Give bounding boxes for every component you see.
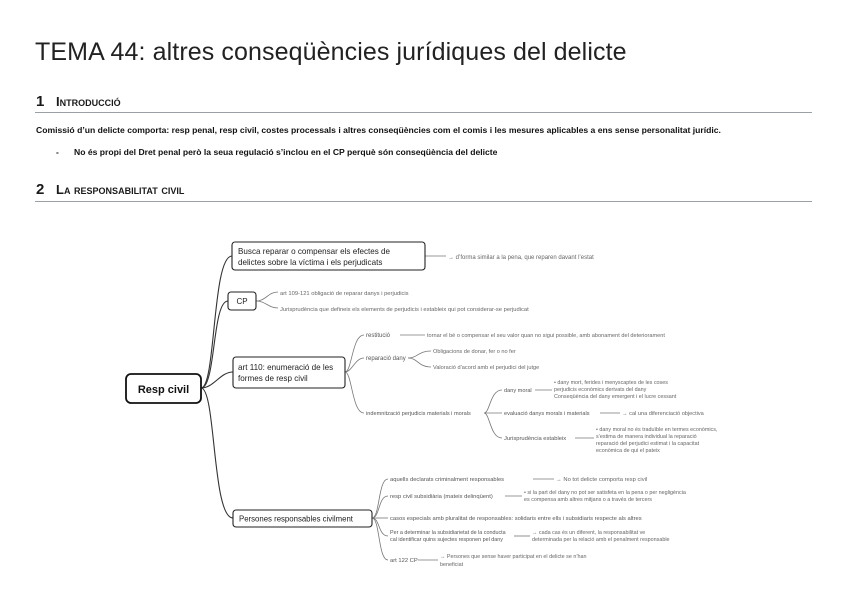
node-dany-moral: dany moral: [504, 388, 532, 394]
node-restitucio-note: tornar el bé o compensar el seu valor quan no sigui possible, amb abonament del deteriorament: [427, 333, 665, 339]
node-p5-note-1: → Persones que sense haver participat en el delicte se n’han: [440, 554, 587, 560]
node-root-label: Resp civil: [137, 384, 190, 396]
node-p4-line-2: cal identificar quins sujectes responen pel dany: [390, 537, 503, 543]
node-jurisprudencia-note-3: reparació del perjudici estimat i la capacitat: [596, 441, 700, 447]
node-art110: [233, 357, 345, 388]
node-n1-line-2: delictes sobre la víctima i els perjudicats: [238, 258, 383, 267]
node-indemnitzacio: indemnització perjudicis materials i morals: [366, 411, 471, 417]
node-p1-note: → No tot delicte comporta resp civil: [556, 477, 648, 483]
node-art110-line-1: art 110: enumeració de les: [238, 363, 334, 372]
section-2-number: 2: [36, 181, 45, 198]
node-dany-moral-note-3: Conseqüència del dany emergent i el lucre cessant: [554, 394, 677, 400]
node-p2-note-1: • si la part del dany no pot ser satisfeta en la pena o per negligència: [524, 490, 686, 496]
node-jurisprudencia-note-1: • dany moral no és traduïble en termes econòmics,: [596, 427, 718, 433]
node-cp-label: CP: [236, 297, 248, 306]
bullet-dash: -: [56, 147, 59, 157]
node-restitucio: restitució: [366, 333, 391, 339]
node-n1-line-1: Busca reparar o compensar els efectes de: [238, 247, 391, 256]
node-art110-line-2: formes de resp civil: [238, 374, 308, 383]
section-1-number: 1: [36, 93, 45, 110]
node-evaluacio-note: → cal una diferenciació objectiva: [622, 411, 704, 417]
node-cp-child-1: art 109-121 obligació de reparar danys i perjudicis: [280, 291, 409, 297]
intro-paragraph: Comissió d’un delicte comporta: resp penal, resp civil, costes processals i altres conseqüències com el comis i les mesures aplicables a ens sense personalitat jurídic.: [36, 125, 721, 135]
node-reparacio-b: Valoració d’acord amb el perjudici del jutge: [433, 365, 540, 371]
section-1-title: Introducció: [56, 94, 121, 109]
node-cp-child-2: Jurisprudència que defineix els elements de perjudicis i estableix qui pot considerar-se perjudicat: [280, 307, 529, 313]
node-p4-line-1: Per a determinar la subsidiarietat de la conducta: [390, 530, 506, 536]
node-n1-note: → d’forma similar a la pena, que reparen davant l’estat: [448, 255, 594, 261]
node-persones-label: Persones responsables civilment: [239, 514, 353, 524]
node-p4-note-1: → cada cas és un diferent, la responsabilitat ve: [532, 530, 646, 536]
node-dany-moral-note-2: perjudicis econòmics derivats del dany: [554, 387, 647, 393]
node-p4-note-2: determinada per la relació amb el penalment responsable: [532, 537, 670, 543]
intro-bullet-text: No és propi del Dret penal però la seua regulació s’inclou en el CP perquè són conseqüència del delicte: [74, 147, 498, 157]
section-2-title: La responsabilitat civil: [56, 182, 185, 197]
node-p5: art 122 CP: [390, 558, 418, 564]
node-jurisprudencia: Jurisprudència estableix: [504, 436, 567, 442]
page-title: TEMA 44: altres conseqüències jurídiques del delicte: [35, 38, 627, 66]
node-p2-note-2: es compensa amb altres mitjans o a través de tercers: [524, 497, 652, 503]
node-jurisprudencia-note-4: econòmica de qui el pateix: [596, 448, 660, 454]
node-dany-moral-note-1: • dany mort, ferides i menyscaptes de les coses: [554, 380, 668, 386]
node-reparacio-a: Obligacions de donar, fer o no fer: [433, 349, 516, 355]
node-p3: casos especials amb pluralitat de responsables: solidaris entre ells i subsidiaris respecte als altres: [390, 516, 642, 522]
node-p2: resp civil subsidiària (mateix delinqüent): [390, 494, 493, 500]
node-p1: aquells declarats criminalment responsables: [390, 477, 505, 483]
node-evaluacio: evaluació danys morals i materials: [504, 411, 590, 417]
node-jurisprudencia-note-2: s’estima de manera individual la reparació: [596, 434, 697, 440]
node-p5-note-2: beneficiat: [440, 562, 464, 568]
node-reparacio: reparació dany: [366, 356, 406, 362]
